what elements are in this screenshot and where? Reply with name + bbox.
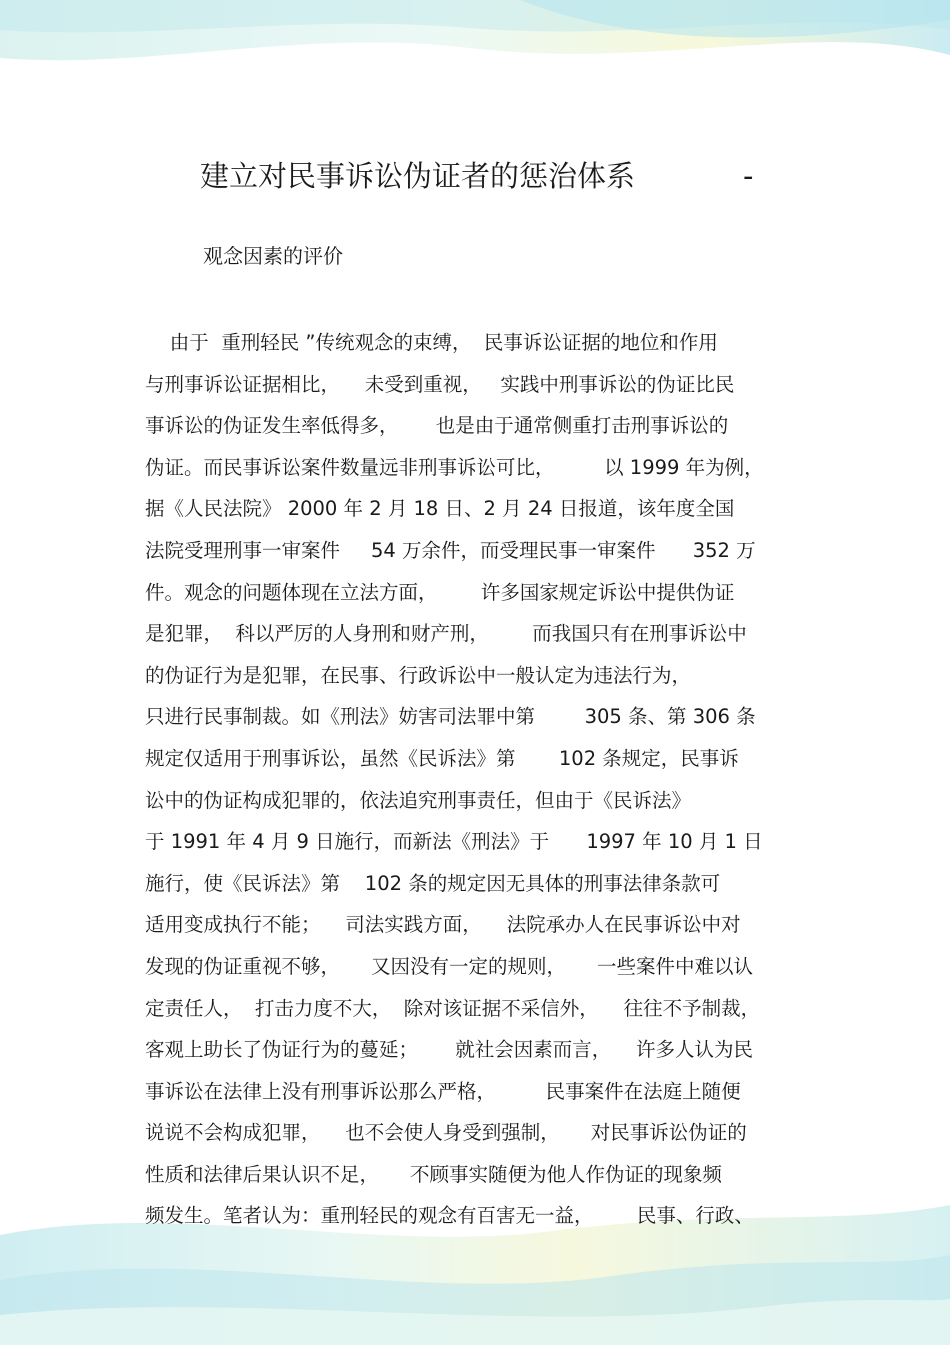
- body-text-line: 定责任人， 打击力度不大， 除对该证据不采信外， 往往不予制裁，: [145, 996, 761, 1020]
- document-title-text: 建立对民事诉讼伪证者的惩治体系: [200, 159, 636, 193]
- body-text-line: 规定仅适用于刑事诉讼，虽然《民诉法》第 102 条规定，民事诉: [145, 746, 739, 770]
- document-title-suffix: -: [743, 159, 754, 193]
- document-title: [200, 152, 760, 200]
- body-text-line: 伪证。而民事诉讼案件数量远非刑事诉讼可比， 以 1999 年为例，: [145, 455, 764, 479]
- body-text-line: 于 1991 年 4 月 9 日施行，而新法《刑法》于 1997 年 10 月 1 日: [145, 830, 763, 854]
- body-text-line: 客观上助长了伪证行为的蔓延； 就社会因素而言， 许多人认为民: [145, 1038, 753, 1062]
- body-text-line: 事诉讼在法律上没有刑事诉讼那么严格， 民事案件在法庭上随便: [145, 1079, 741, 1103]
- body-text-line: 只进行民事制裁。如《刑法》妨害司法罪中第 305 条、第 306 条: [145, 705, 756, 729]
- body-text-line: 性质和法律后果认识不足， 不顾事实随便为他人作伪证的现象频: [145, 1162, 722, 1186]
- body-text-line: 讼中的伪证构成犯罪的，依法追究刑事责任，但由于《民诉法》: [145, 788, 692, 812]
- document-body: [145, 322, 815, 1237]
- document-subtitle: 观念因素的评价: [203, 244, 343, 268]
- body-text-line: 是犯罪， 科以严厉的人身刑和财产刑， 而我国只有在刑事诉讼中: [145, 622, 747, 646]
- body-text-line: 据《人民法院》 2000 年 2 月 18 日、2 月 24 日报道，该年度全国: [145, 497, 735, 521]
- body-text-line: 适用变成执行不能； 司法实践方面， 法院承办人在民事诉讼中对: [145, 913, 741, 937]
- decorative-wave-top: [0, 0, 950, 95]
- body-text-line: 事诉讼的伪证发生率低得多， 也是由于通常侧重打击刑事诉讼的: [145, 414, 729, 438]
- body-text-line: 与刑事诉讼证据相比， 未受到重视， 实践中刑事诉讼的伪证比民: [145, 372, 735, 396]
- body-text-line: 频发生。笔者认为：重刑轻民的观念有百害无一益， 民事、行政、: [145, 1204, 754, 1228]
- body-text-line: 说说不会构成犯罪， 也不会使人身受到强制， 对民事诉讼伪证的: [145, 1121, 747, 1145]
- body-text-line: 的伪证行为是犯罪，在民事、行政诉讼中一般认定为违法行为，: [145, 663, 692, 687]
- body-text-line: 施行，使《民诉法》第 102 条的规定因无具体的刑事法律条款可: [145, 871, 721, 895]
- body-text-line: 发现的伪证重视不够， 又因没有一定的规则， 一些案件中难以认: [145, 954, 753, 978]
- body-text-line: 由于 重刑轻民 ”传统观念的束缚， 民事诉讼证据的地位和作用: [145, 331, 718, 354]
- body-text-line: 件。观念的问题体现在立法方面， 许多国家规定诉讼中提供伪证: [145, 580, 735, 604]
- body-text-line: 法院受理刑事一审案件 54 万余件，而受理民事一审案件 352 万: [145, 538, 756, 562]
